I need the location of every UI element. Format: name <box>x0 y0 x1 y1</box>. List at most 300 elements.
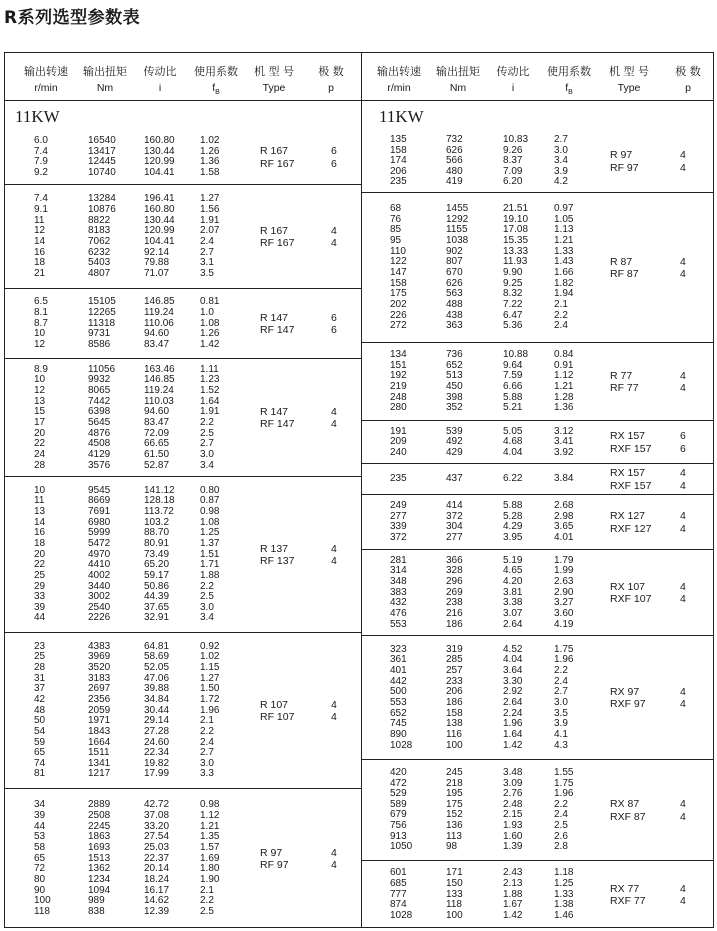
cell-speed: 209 <box>390 436 407 448</box>
cell-ratio: 120.99 <box>144 225 175 237</box>
cell-ratio: 3.09 <box>503 777 523 789</box>
header-poles-unit: p <box>328 82 334 94</box>
pole-count: 4 <box>680 522 686 535</box>
pole-counts <box>680 430 686 455</box>
cell-speed: 44 <box>34 820 46 832</box>
pole-count: 4 <box>680 895 686 907</box>
model-group <box>362 464 714 495</box>
cell-torque: 13284 <box>88 193 116 205</box>
cell-speed: 11 <box>34 495 45 507</box>
cell-factor: 1.80 <box>200 863 220 875</box>
cell-speed: 202 <box>390 298 407 310</box>
cell-speed: 18 <box>34 537 46 549</box>
cell-torque: 8822 <box>88 214 111 226</box>
cell-torque: 5645 <box>88 416 111 428</box>
cell-speed: 280 <box>390 402 407 414</box>
column-factor <box>200 642 219 780</box>
model-type: RXF 77 <box>610 895 646 907</box>
cell-speed: 95 <box>390 235 402 247</box>
cell-speed: 601 <box>390 867 407 879</box>
cell-speed: 361 <box>390 654 407 666</box>
model-type: R 167 <box>260 145 289 157</box>
cell-torque: 296 <box>446 576 463 587</box>
cell-torque: 11056 <box>88 363 116 375</box>
model-type: R 87 <box>610 255 633 268</box>
cell-ratio: 5.88 <box>503 500 523 512</box>
cell-factor: 4.3 <box>554 739 568 751</box>
cell-speed: 22 <box>34 559 46 571</box>
cell-ratio: 30.44 <box>144 704 170 716</box>
cell-speed: 72 <box>34 863 46 875</box>
cell-factor: 1.50 <box>200 683 220 695</box>
cell-speed: 14 <box>34 516 46 528</box>
cell-torque: 7442 <box>88 395 111 407</box>
pole-count: 4 <box>331 555 337 567</box>
pole-count: 6 <box>680 430 686 442</box>
model-type: R 147 <box>260 405 289 418</box>
model-type: R 137 <box>260 542 289 555</box>
cell-factor: 2.4 <box>554 675 568 687</box>
cell-ratio: 5.19 <box>503 554 523 566</box>
cell-speed: 65 <box>34 747 46 759</box>
cell-speed: 44 <box>34 612 46 624</box>
cell-torque: 1863 <box>88 831 111 843</box>
cell-factor: 2.6 <box>554 830 568 842</box>
cell-speed: 10 <box>34 484 46 496</box>
cell-speed: 249 <box>390 500 407 512</box>
cell-torque: 4002 <box>88 569 111 581</box>
cell-factor: 3.0 <box>554 144 568 156</box>
pole-count: 4 <box>680 467 686 479</box>
column-ratio <box>503 474 522 485</box>
cell-ratio: 94.60 <box>144 328 170 340</box>
cell-factor: 1.64 <box>200 395 220 407</box>
cell-speed: 314 <box>390 565 407 577</box>
cell-factor: 4.19 <box>554 618 574 630</box>
cell-factor: 2.2 <box>200 725 214 737</box>
cell-torque: 1511 <box>88 747 110 759</box>
cell-speed: 874 <box>390 899 407 911</box>
cell-speed: 74 <box>34 757 46 769</box>
cell-factor: 1.46 <box>554 909 574 921</box>
cell-speed: 53 <box>34 831 46 843</box>
cell-speed: 20 <box>34 548 46 560</box>
cell-torque: 218 <box>446 777 463 789</box>
table-header <box>362 53 714 101</box>
cell-factor: 1.57 <box>200 841 220 853</box>
column-torque <box>446 868 463 921</box>
column-torque <box>88 642 110 780</box>
cell-ratio: 21.51 <box>503 203 529 215</box>
cell-factor: 3.4 <box>554 155 568 167</box>
cell-speed: 25 <box>34 569 46 581</box>
cell-speed: 12 <box>34 338 46 350</box>
cell-torque: 450 <box>446 380 463 392</box>
cell-torque: 4410 <box>88 559 111 571</box>
cell-ratio: 2.64 <box>503 696 523 708</box>
cell-ratio: 27.54 <box>144 831 170 843</box>
cell-ratio: 50.86 <box>144 580 170 592</box>
cell-torque: 16540 <box>88 135 116 147</box>
cell-ratio: 5.21 <box>503 402 523 414</box>
cell-speed: 401 <box>390 665 407 677</box>
cell-torque: 1292 <box>446 213 469 225</box>
cell-speed: 48 <box>34 704 46 716</box>
column-torque <box>446 501 463 544</box>
parameter-table <box>4 52 714 928</box>
cell-speed: 28 <box>34 459 46 471</box>
cell-factor: 2.5 <box>200 427 214 439</box>
header-ratio-unit: i <box>158 82 162 94</box>
cell-torque: 206 <box>446 686 463 698</box>
cell-torque: 492 <box>446 436 463 448</box>
cell-speed: 206 <box>390 165 407 177</box>
power-label: 11KW <box>379 107 424 126</box>
cell-ratio: 83.47 <box>144 416 170 428</box>
cell-ratio: 3.48 <box>503 766 523 778</box>
cell-speed: 23 <box>34 640 46 652</box>
header-factor-unit: $f_B$ <box>212 82 220 97</box>
model-type: RXF 87 <box>610 810 646 823</box>
cell-ratio: 33.20 <box>144 820 170 832</box>
pole-count: 6 <box>331 157 337 170</box>
model-group <box>5 789 361 929</box>
column-ratio <box>144 297 175 350</box>
cell-ratio: 2.15 <box>503 809 523 821</box>
cell-torque: 2226 <box>88 612 111 624</box>
column-speed <box>390 474 407 485</box>
cell-ratio: 83.47 <box>144 338 170 350</box>
cell-torque: 732 <box>446 133 463 145</box>
cell-ratio: 88.70 <box>144 527 170 539</box>
cell-ratio: 27.28 <box>144 725 170 737</box>
model-group <box>362 421 714 464</box>
cell-ratio: 37.65 <box>144 601 170 613</box>
cell-factor: 2.4 <box>554 320 568 332</box>
cell-factor: 3.9 <box>554 718 568 730</box>
header-model-label: 机 型 号 <box>254 65 294 78</box>
header-torque-label: 输出扭矩 <box>436 65 480 78</box>
cell-factor: 2.7 <box>554 686 568 698</box>
cell-factor: 1.25 <box>554 878 574 890</box>
column-factor <box>200 194 219 279</box>
cell-factor: 3.0 <box>200 757 214 769</box>
cell-factor: 4.2 <box>554 176 568 188</box>
cell-speed: 18 <box>34 257 46 269</box>
cell-torque: 133 <box>446 888 463 900</box>
model-type: R 97 <box>260 846 283 859</box>
cell-torque: 5999 <box>88 527 111 539</box>
pole-counts <box>680 510 686 535</box>
cell-ratio: 1.67 <box>503 899 523 911</box>
model-type: RXF 107 <box>610 593 652 605</box>
cell-factor: 1.11 <box>200 363 219 375</box>
pole-count: 4 <box>680 798 686 810</box>
cell-factor: 3.41 <box>554 436 574 448</box>
cell-torque: 3520 <box>88 662 111 674</box>
header-poles-label: 极 数 <box>318 65 344 78</box>
cell-factor: 4.01 <box>554 532 574 544</box>
cell-factor: 2.1 <box>200 884 214 896</box>
cell-factor: 1.23 <box>200 374 220 386</box>
cell-torque: 363 <box>446 320 463 332</box>
cell-ratio: 65.20 <box>144 559 170 571</box>
cell-speed: 6.5 <box>34 296 48 308</box>
model-types <box>610 430 651 455</box>
header-ratio-label: 传动比 <box>496 65 530 78</box>
pole-counts <box>331 847 337 872</box>
model-group <box>5 633 361 789</box>
cell-speed: 235 <box>390 473 407 485</box>
cell-speed: 7.4 <box>34 193 48 205</box>
pole-count: 6 <box>331 324 337 336</box>
cell-factor: 2.4 <box>200 736 214 748</box>
header-speed-unit: r/min <box>387 82 411 94</box>
pole-count: 4 <box>680 479 686 492</box>
model-types <box>260 699 294 724</box>
cell-speed: 135 <box>390 133 407 145</box>
cell-ratio: 14.62 <box>144 895 170 907</box>
model-types <box>610 149 639 174</box>
model-group <box>5 289 361 359</box>
cell-factor: 3.92 <box>554 446 574 458</box>
cell-ratio: 1.93 <box>503 820 523 832</box>
column-factor <box>554 868 573 921</box>
cell-factor: 3.0 <box>200 601 214 613</box>
cell-ratio: 1.42 <box>503 739 523 751</box>
cell-torque: 438 <box>446 309 463 321</box>
cell-factor: 1.26 <box>200 328 220 340</box>
cell-torque: 269 <box>446 586 463 598</box>
column-ratio <box>144 800 169 917</box>
cell-torque: 13417 <box>88 145 116 157</box>
cell-torque: 4970 <box>88 548 111 560</box>
cell-factor: 1.05 <box>554 213 574 225</box>
cell-factor: 1.27 <box>200 672 220 684</box>
cell-torque: 9545 <box>88 484 111 496</box>
cell-factor: 1.37 <box>200 537 220 549</box>
cell-speed: 7.4 <box>34 145 48 157</box>
column-torque <box>446 645 463 751</box>
cell-torque: 186 <box>446 618 463 630</box>
cell-factor: 1.79 <box>554 554 574 566</box>
cell-ratio: 10.88 <box>503 349 529 361</box>
cell-factor: 1.21 <box>200 820 220 832</box>
cell-speed: 8.1 <box>34 307 48 319</box>
cell-factor: 3.3 <box>200 768 214 780</box>
cell-speed: 68 <box>390 203 402 215</box>
cell-ratio: 7.22 <box>503 298 523 310</box>
cell-torque: 566 <box>446 155 463 167</box>
cell-torque: 3969 <box>88 651 111 663</box>
cell-factor: 3.0 <box>200 448 214 460</box>
column-speed <box>390 556 407 630</box>
cell-speed: 323 <box>390 643 407 655</box>
cell-torque: 539 <box>446 425 463 437</box>
cell-factor: 1.56 <box>200 204 220 216</box>
cell-torque: 480 <box>446 165 463 177</box>
cell-speed: 39 <box>34 810 46 822</box>
cell-torque: 1234 <box>88 873 111 885</box>
cell-speed: 34 <box>34 799 46 811</box>
cell-torque: 12265 <box>88 307 116 319</box>
model-group <box>362 495 714 550</box>
cell-factor: 1.96 <box>200 704 220 716</box>
header-speed-unit: r/min <box>34 82 58 94</box>
pole-counts <box>680 686 686 711</box>
cell-factor: 1.27 <box>200 193 220 205</box>
cell-torque: 113 <box>446 830 462 842</box>
cell-speed: 21 <box>34 267 46 279</box>
cell-speed: 16 <box>34 246 46 258</box>
pole-count: 4 <box>331 859 337 871</box>
cell-factor: 1.51 <box>200 548 220 560</box>
column-ratio <box>503 768 522 853</box>
cell-ratio: 2.43 <box>503 867 523 879</box>
cell-ratio: 6.22 <box>503 473 523 485</box>
cell-speed: 420 <box>390 766 407 778</box>
cell-ratio: 5.88 <box>503 391 523 403</box>
column-speed <box>34 642 45 780</box>
cell-ratio: 20.14 <box>144 863 170 875</box>
cell-torque: 8586 <box>88 338 111 350</box>
cell-factor: 1.96 <box>554 654 574 666</box>
pole-count: 4 <box>331 405 337 418</box>
column-torque <box>446 350 463 414</box>
cell-ratio: 8.37 <box>503 155 523 167</box>
cell-ratio: 4.68 <box>503 436 523 448</box>
cell-factor: 1.88 <box>200 569 220 581</box>
cell-ratio: 3.07 <box>503 607 523 619</box>
cell-speed: 85 <box>390 224 402 236</box>
header-ratio-unit: i <box>511 82 515 94</box>
cell-torque: 6980 <box>88 516 111 528</box>
cell-torque: 2245 <box>88 820 111 832</box>
column-factor <box>554 501 573 544</box>
cell-factor: 0.87 <box>200 495 220 507</box>
cell-factor: 1.69 <box>200 852 220 864</box>
column-ratio <box>144 365 175 471</box>
cell-speed: 81 <box>34 768 46 780</box>
cell-ratio: 7.09 <box>503 165 523 177</box>
column-ratio <box>503 645 522 751</box>
cell-torque: 3002 <box>88 591 111 603</box>
cell-torque: 398 <box>446 391 463 403</box>
column-ratio <box>503 868 522 921</box>
cell-factor: 1.13 <box>554 224 574 236</box>
cell-torque: 652 <box>446 359 463 371</box>
cell-factor: 0.81 <box>200 296 220 308</box>
cell-ratio: 39.88 <box>144 683 170 695</box>
model-type: RF 97 <box>610 161 639 174</box>
header-poles-label: 极 数 <box>675 65 701 78</box>
cell-factor: 1.25 <box>200 527 220 539</box>
cell-factor: 4.1 <box>554 728 568 740</box>
pole-counts <box>680 798 686 823</box>
cell-ratio: 1.96 <box>503 718 523 730</box>
cell-torque: 4129 <box>88 448 111 460</box>
cell-ratio: 6.66 <box>503 380 523 392</box>
cell-factor: 3.27 <box>554 597 574 609</box>
cell-ratio: 5.36 <box>503 320 523 332</box>
column-speed <box>390 204 407 332</box>
cell-ratio: 4.52 <box>503 643 523 655</box>
cell-ratio: 9.90 <box>503 266 523 278</box>
model-type: RF 77 <box>610 382 639 394</box>
column-factor <box>554 474 573 485</box>
pole-count: 4 <box>680 369 686 382</box>
cell-speed: 1028 <box>390 909 413 921</box>
column-factor <box>554 350 573 414</box>
cell-speed: 553 <box>390 696 407 708</box>
cell-speed: 476 <box>390 607 407 619</box>
column-factor <box>554 768 573 853</box>
cell-factor: 1.33 <box>554 245 574 257</box>
cell-speed: 442 <box>390 675 407 687</box>
model-type: R 147 <box>260 311 289 324</box>
cell-ratio: 19.10 <box>503 213 529 225</box>
column-torque <box>88 136 116 179</box>
cell-torque: 670 <box>446 266 463 278</box>
cell-torque: 414 <box>446 500 463 512</box>
column-ratio <box>144 486 175 624</box>
pole-count: 4 <box>680 698 686 710</box>
cell-torque: 4807 <box>88 267 111 279</box>
cell-speed: 240 <box>390 446 407 458</box>
column-torque <box>88 486 110 624</box>
column-torque <box>88 297 116 350</box>
cell-ratio: 73.49 <box>144 548 170 560</box>
cell-factor: 2.7 <box>554 133 568 145</box>
model-type: RX 127 <box>610 510 646 522</box>
cell-factor: 1.75 <box>554 777 574 789</box>
cell-speed: 17 <box>34 416 46 428</box>
cell-factor: 1.91 <box>200 406 220 418</box>
cell-speed: 1028 <box>390 739 413 751</box>
cell-torque: 1971 <box>88 715 111 727</box>
column-speed <box>390 768 412 853</box>
cell-torque: 419 <box>446 176 463 188</box>
cell-ratio: 6.20 <box>503 176 523 188</box>
cell-ratio: 130.44 <box>144 145 175 157</box>
cell-speed: 553 <box>390 618 407 630</box>
column-factor <box>554 204 573 332</box>
header-model-unit: Type <box>617 82 641 94</box>
cell-speed: 14 <box>34 235 46 247</box>
cell-ratio: 52.87 <box>144 459 170 471</box>
column-torque <box>446 427 463 459</box>
model-group <box>5 477 361 633</box>
cell-ratio: 1.64 <box>503 728 523 740</box>
pole-counts <box>680 370 686 395</box>
header-torque-label: 输出扭矩 <box>83 65 127 78</box>
cell-speed: 54 <box>34 725 46 737</box>
cell-speed: 372 <box>390 532 407 544</box>
cell-torque: 372 <box>446 510 463 522</box>
cell-speed: 13 <box>34 395 46 407</box>
header-model-label: 机 型 号 <box>609 65 649 78</box>
cell-ratio: 18.24 <box>144 873 170 885</box>
model-group <box>362 760 714 861</box>
cell-torque: 1038 <box>446 235 469 247</box>
pole-count: 4 <box>331 542 337 555</box>
cell-torque: 245 <box>446 766 463 778</box>
model-type: R 107 <box>260 698 289 711</box>
cell-factor: 1.66 <box>554 266 574 278</box>
power-label: 11KW <box>15 107 60 126</box>
column-factor <box>554 427 573 459</box>
cell-factor: 1.91 <box>200 214 220 226</box>
